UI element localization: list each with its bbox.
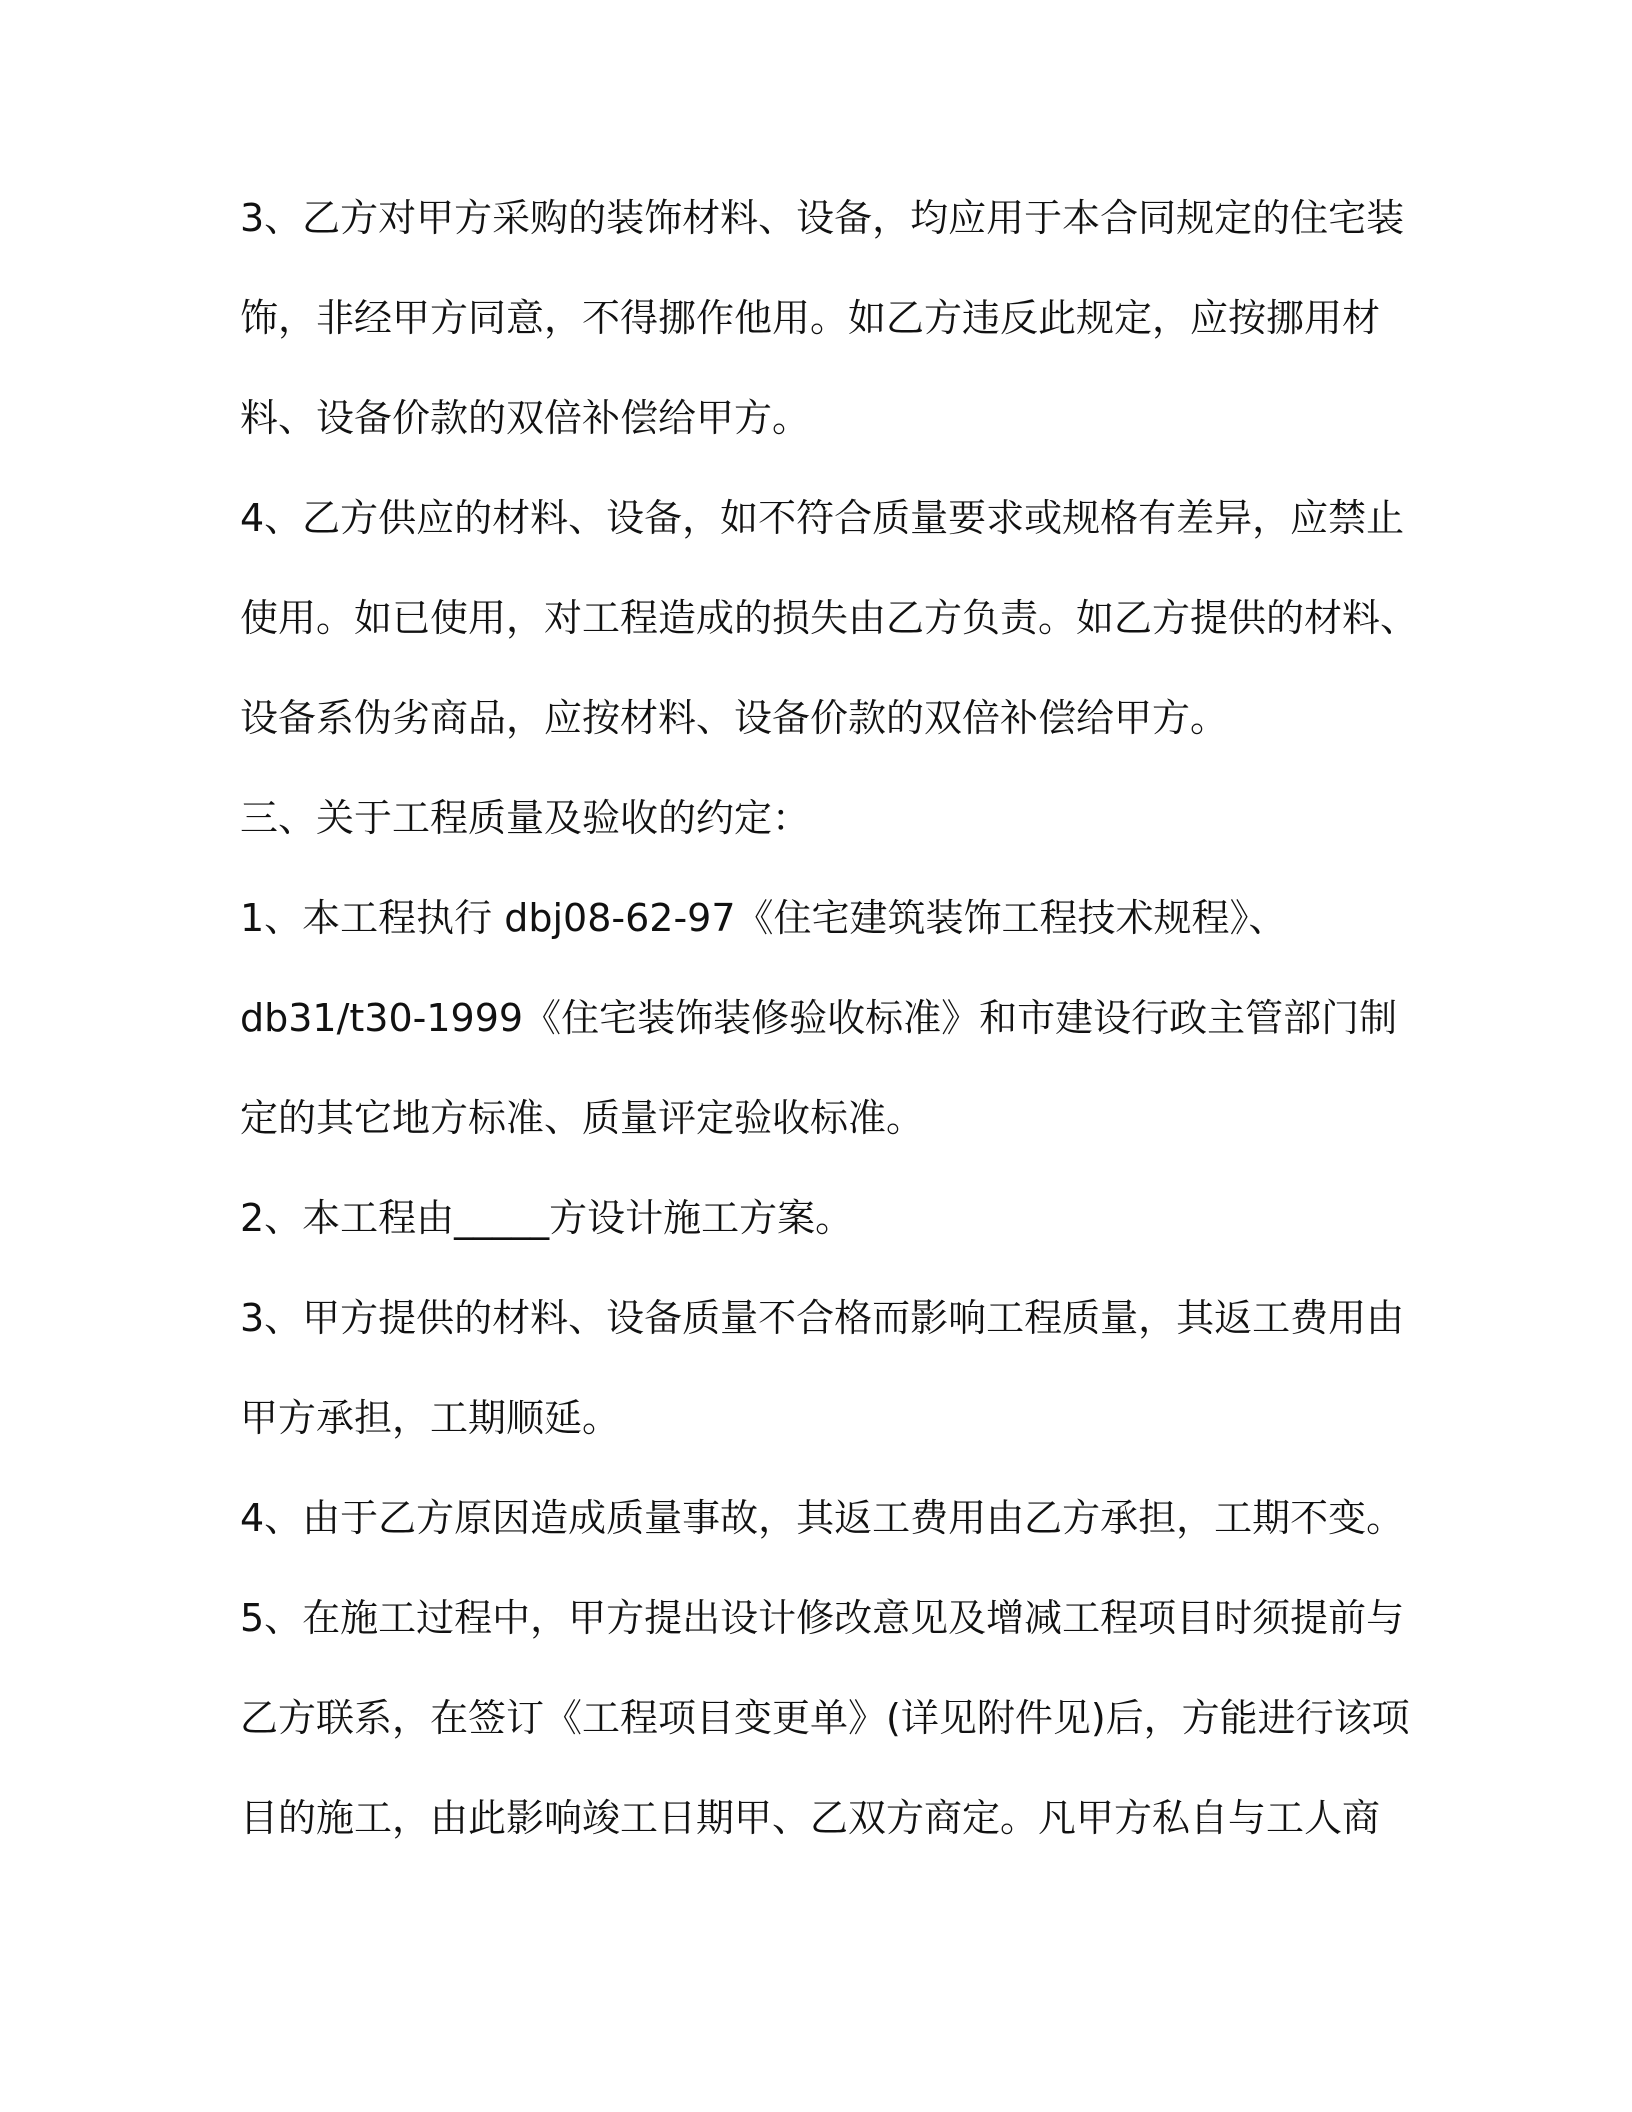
paragraph-line: 2、本工程由_____方设计施工方案。 <box>240 1196 854 1240</box>
paragraph-line: 5、在施工过程中，甲方提出设计修改意见及增减工程项目时须提前与 <box>240 1596 1405 1640</box>
section-heading: 三、关于工程质量及验收的约定： <box>240 796 811 840</box>
paragraph-line: 3、乙方对甲方采购的装饰材料、设备，均应用于本合同规定的住宅装 <box>240 196 1405 240</box>
paragraph-line: 3、甲方提供的材料、设备质量不合格而影响工程质量，其返工费用由 <box>240 1296 1405 1340</box>
paragraph-line: 饰，非经甲方同意，不得挪作他用。如乙方违反此规定，应按挪用材 <box>240 296 1381 340</box>
paragraph-line: 1、本工程执行 dbj08-62-97《住宅建筑装饰工程技术规程》、 <box>240 896 1287 940</box>
paragraph-line: 目的施工，由此影响竣工日期甲、乙双方商定。凡甲方私自与工人商 <box>240 1796 1381 1840</box>
paragraph-line: 使用。如已使用，对工程造成的损失由乙方负责。如乙方提供的材料、 <box>240 596 1419 640</box>
paragraph-line: 乙方联系，在签订《工程项目变更单》(详见附件见)后，方能进行该项 <box>240 1696 1410 1740</box>
paragraph-line: 4、乙方供应的材料、设备，如不符合质量要求或规格有差异，应禁止 <box>240 496 1405 540</box>
paragraph-line: 定的其它地方标准、质量评定验收标准。 <box>240 1096 925 1140</box>
paragraph-line: 4、由于乙方原因造成质量事故，其返工费用由乙方承担，工期不变。 <box>240 1496 1405 1540</box>
paragraph-line: 设备系伪劣商品，应按材料、设备价款的双倍补偿给甲方。 <box>240 696 1229 740</box>
paragraph-line: 甲方承担，工期顺延。 <box>240 1396 621 1440</box>
paragraph-line: 料、设备价款的双倍补偿给甲方。 <box>240 396 811 440</box>
paragraph-line: db31/t30-1999《住宅装饰装修验收标准》和市建设行政主管部门制 <box>240 996 1398 1040</box>
